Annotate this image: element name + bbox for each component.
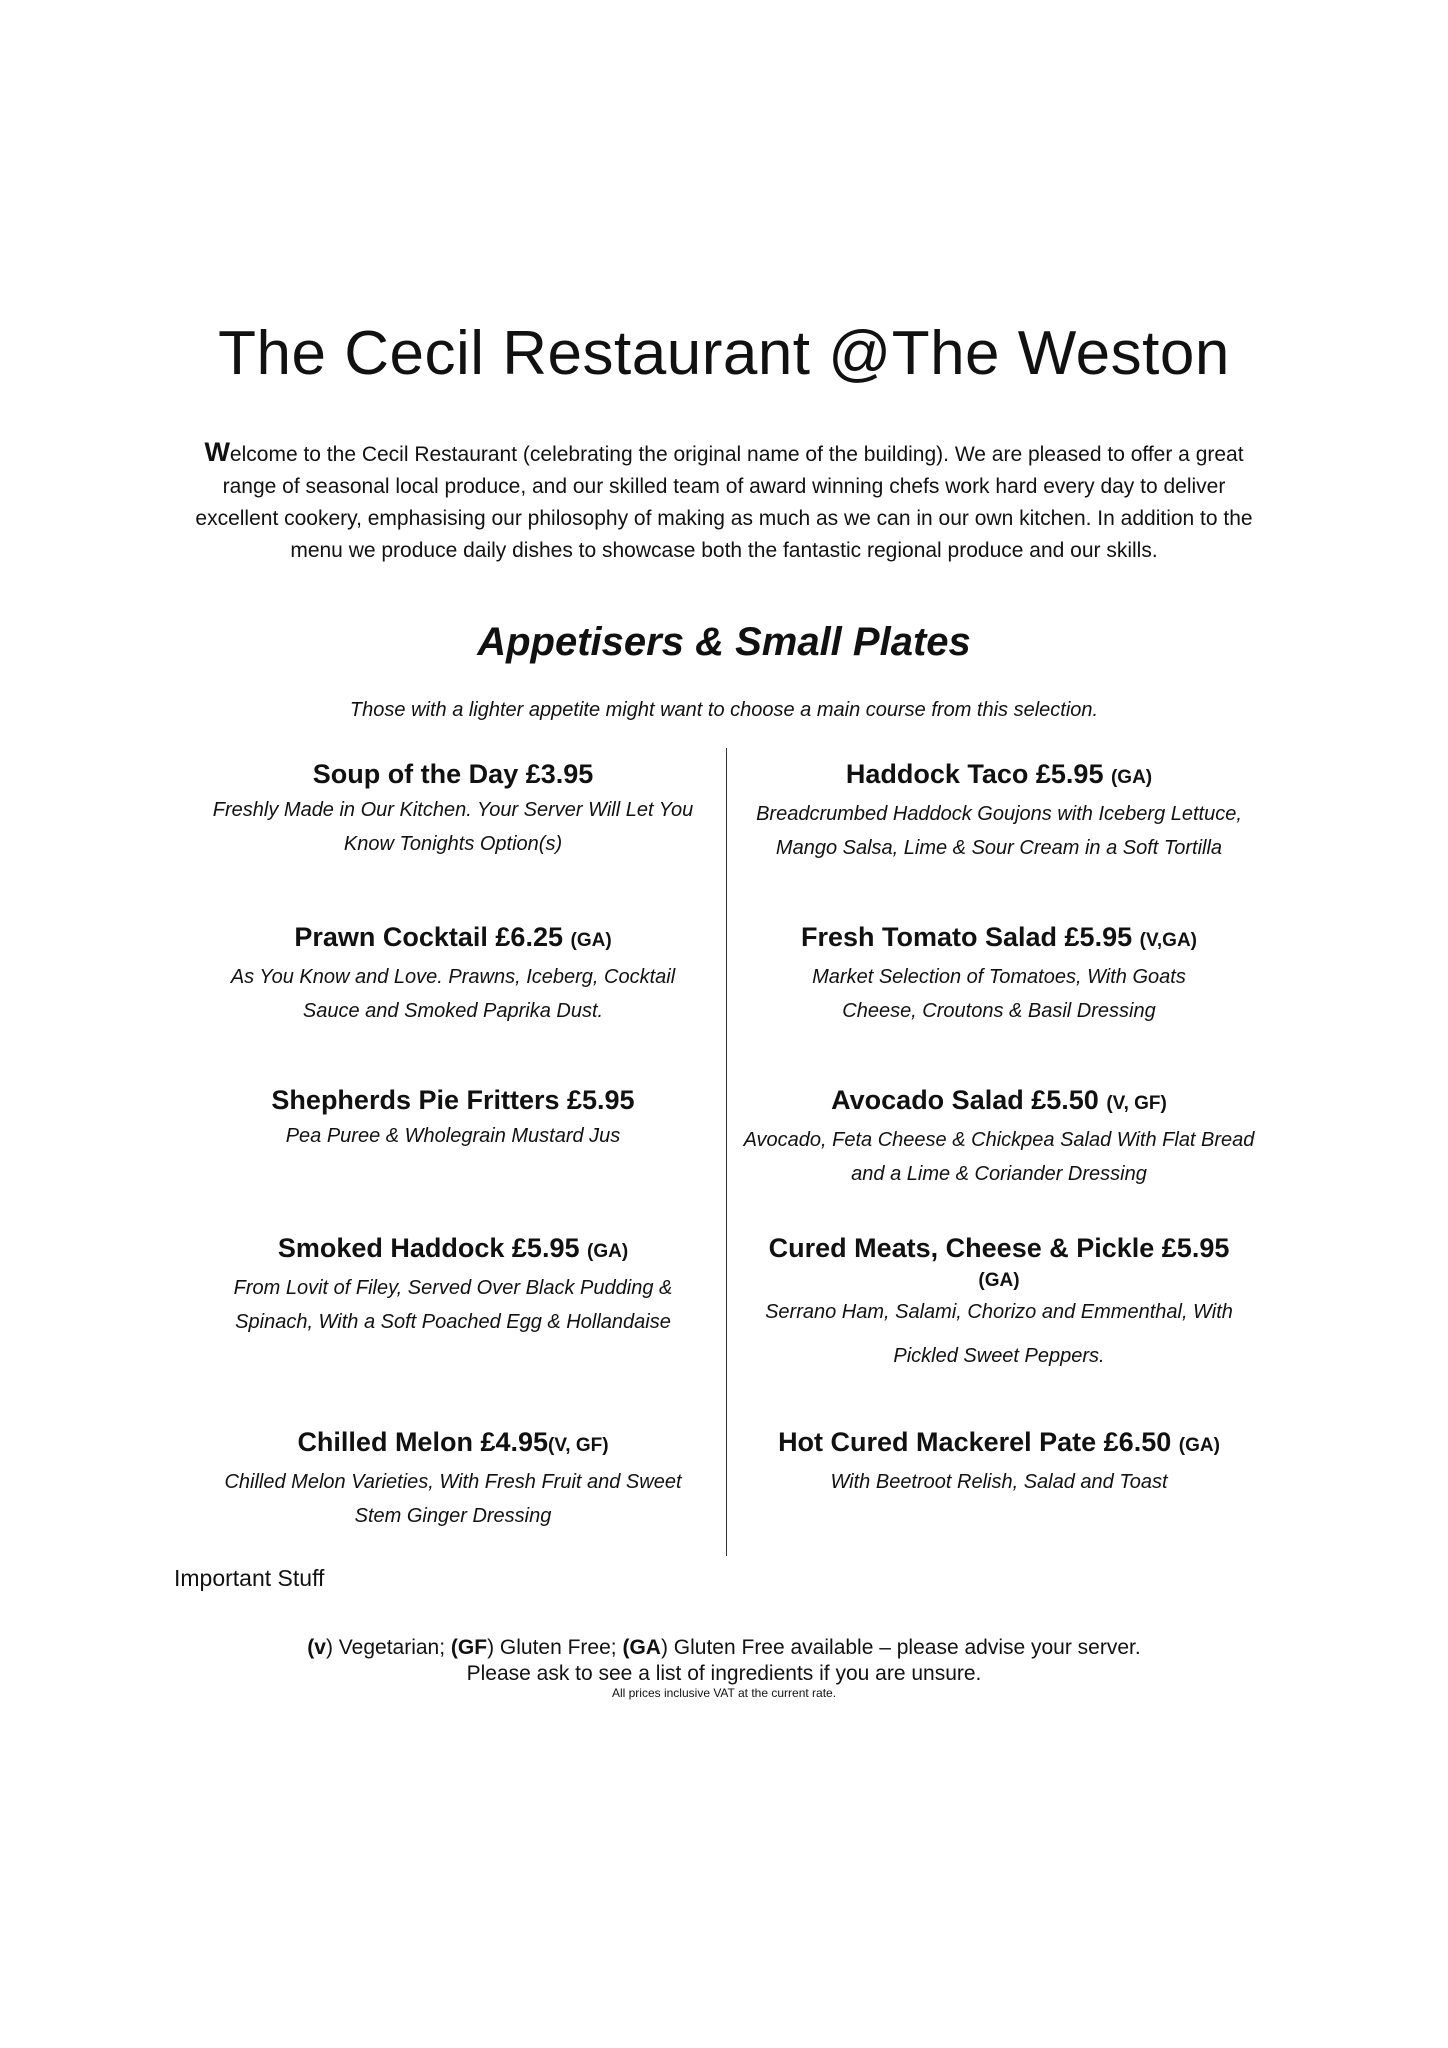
item-description: Breadcrumbed Haddock Goujons with Iceberg Lettuce, Mango Salsa, Lime & Sour Cream in a Soft Tortilla	[756, 803, 1242, 859]
intro-dropcap: W	[204, 437, 230, 467]
menu-item-cured-meats	[736, 1229, 1262, 1373]
item-description: As You Know and Love. Prawns, Iceberg, Cocktail Sauce and Smoked Paprika Dust.	[230, 966, 676, 1022]
section-title: Appetisers & Small Plates	[477, 620, 971, 664]
item-name: Soup of the Day £3.95	[312, 759, 594, 789]
restaurant-title: The Cecil Restaurant @The Weston	[218, 319, 1230, 388]
item-description: Serrano Ham, Salami, Chorizo and Emmenthal, With	[765, 1301, 1233, 1323]
dietary-tag: (GA)	[587, 1241, 629, 1262]
item-description-continued: Pickled Sweet Peppers.	[893, 1345, 1105, 1367]
dietary-tag: (GA)	[570, 930, 612, 951]
dietary-tag: (V,GA)	[1139, 930, 1197, 951]
menu-item-soup	[190, 755, 716, 861]
dietary-tag: (GA)	[1110, 767, 1153, 788]
menu-item-haddock-taco	[736, 755, 1262, 865]
menu-item-shepherds-pie-fritters	[190, 1081, 716, 1153]
vat-note: All prices inclusive VAT at the current rate.	[611, 1686, 837, 1700]
intro-text: elcome to the Cecil Restaurant (celebrating the original name of the building). We are pleased to offer a great range of seasonal local produce, and our skilled team of award winning chefs work hard every day to deliver excellent cookery, emphasising our philosophy of making as much as we can in our own kitchen. In addition to the menu we produce daily dishes to showcase both the fantastic regional produce and our skills.	[195, 443, 1253, 562]
menu-item-fresh-tomato-salad	[736, 918, 1262, 1028]
item-description: With Beetroot Relish, Salad and Toast	[830, 1471, 1168, 1493]
item-name: Hot Cured Mackerel Pate £6.50 (GA)	[778, 1427, 1220, 1457]
item-name: Cured Meats, Cheese & Pickle £5.95	[768, 1233, 1230, 1263]
dietary-tag: (GA)	[978, 1270, 1020, 1291]
item-description: Avocado, Feta Cheese & Chickpea Salad With Flat Bread and a Lime & Coriander Dressing	[743, 1129, 1255, 1185]
item-name: Smoked Haddock £5.95 (GA)	[277, 1233, 629, 1263]
ingredients-note: Please ask to see a list of ingredients if you are unsure.	[466, 1662, 982, 1685]
column-divider	[726, 748, 727, 1556]
item-description: Market Selection of Tomatoes, With Goats Cheese, Croutons & Basil Dressing	[812, 966, 1186, 1022]
item-name: Haddock Taco £5.95 (GA)	[845, 759, 1153, 789]
dietary-tag: (V, GF)	[1106, 1093, 1167, 1114]
intro-paragraph	[180, 436, 1268, 567]
item-name: Fresh Tomato Salad £5.95 (V,GA)	[800, 922, 1197, 952]
dietary-tag: (GA)	[1178, 1435, 1220, 1456]
dietary-legend: (v) Vegetarian; (GF) Gluten Free; (GA) Gluten Free available – please advise your server.	[307, 1636, 1141, 1659]
menu-item-smoked-haddock	[190, 1229, 716, 1339]
menu-item-mackerel-pate	[736, 1423, 1262, 1499]
item-description: Pea Puree & Wholegrain Mustard Jus	[285, 1125, 621, 1147]
item-description: Chilled Melon Varieties, With Fresh Fruit and Sweet Stem Ginger Dressing	[224, 1471, 682, 1527]
item-name: Chilled Melon £4.95(V, GF)	[297, 1427, 609, 1457]
item-description: From Lovit of Filey, Served Over Black Pudding & Spinach, With a Soft Poached Egg & Hollandaise	[233, 1277, 673, 1333]
item-name: Shepherds Pie Fritters £5.95	[271, 1085, 635, 1115]
section-subtitle: Those with a lighter appetite might want to choose a main course from this selection.	[349, 699, 1099, 721]
dietary-tag: (V, GF)	[548, 1435, 609, 1456]
item-name: Avocado Salad £5.50 (V, GF)	[831, 1085, 1167, 1115]
menu-item-chilled-melon	[190, 1423, 716, 1533]
item-name: Prawn Cocktail £6.25 (GA)	[294, 922, 612, 952]
menu-item-avocado-salad	[736, 1081, 1262, 1191]
important-heading: Important Stuff	[174, 1565, 325, 1591]
menu-item-prawn-cocktail	[190, 918, 716, 1028]
item-description: Freshly Made in Our Kitchen. Your Server Will Let You Know Tonights Option(s)	[212, 799, 694, 855]
